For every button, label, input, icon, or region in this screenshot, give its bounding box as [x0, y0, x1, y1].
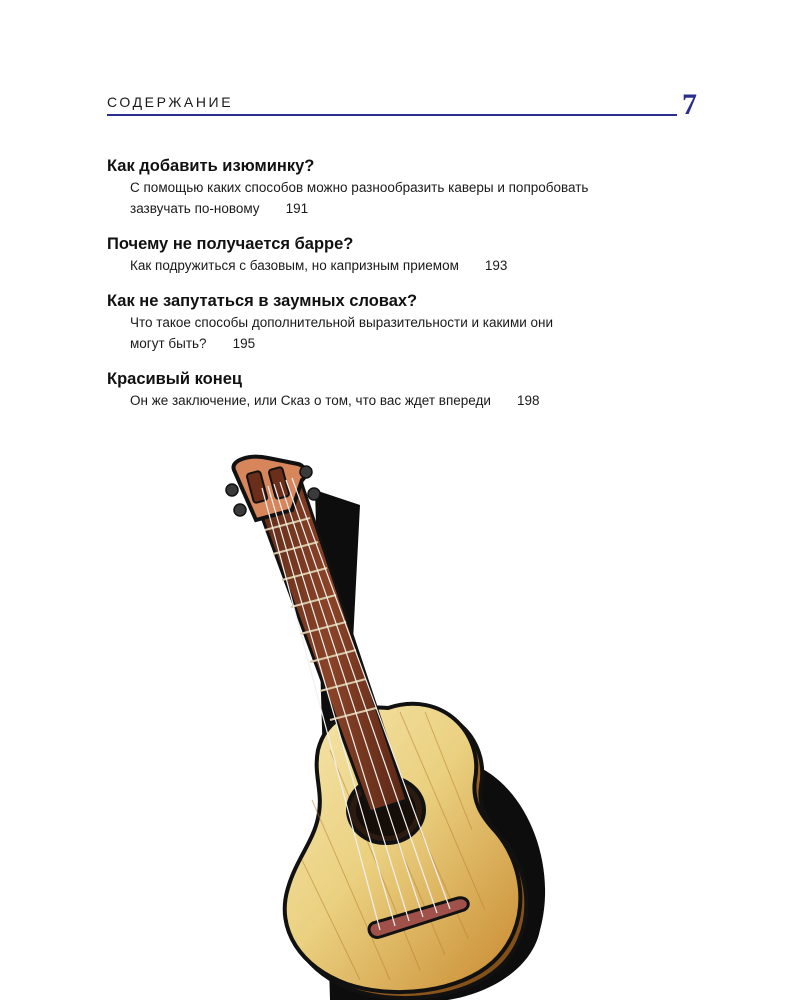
toc-entry-description-text: Он же заключение, или Сказ о том, что вас ждет впереди: [130, 393, 491, 408]
toc-entry-description: [130, 255, 590, 276]
running-head: [107, 88, 697, 121]
toc-entry-page-number: 198: [516, 393, 540, 408]
toc-entry-description-text: Как подружиться с базовым, но капризным приемом: [130, 258, 459, 273]
toc-entry: [107, 368, 667, 411]
toc-entry-description-text: С помощью каких способов можно разнообразить каверы и попробовать зазвучать по-новому: [130, 180, 589, 216]
section-title: СОДЕРЖАНИЕ: [107, 94, 234, 110]
toc-entry-description: [130, 177, 590, 219]
toc-entry: [107, 233, 667, 276]
toc-entry-title: Как добавить изюминку?: [107, 157, 315, 175]
table-of-contents: [107, 155, 667, 425]
toc-entry-page-number: 191: [285, 201, 309, 216]
toc-entry-title: Почему не получается барре?: [107, 235, 354, 253]
toc-entry-page-number: 195: [232, 336, 256, 351]
guitar-icon: [210, 450, 580, 1000]
toc-entry-description: [130, 312, 590, 354]
toc-entry-title: Красивый конец: [107, 370, 243, 388]
header-rule: [107, 114, 677, 116]
page-number: 7: [682, 88, 697, 121]
toc-entry: [107, 290, 667, 354]
guitar-illustration: [210, 450, 580, 1000]
toc-entry-page-number: 193: [484, 258, 508, 273]
toc-entry: [107, 155, 667, 219]
toc-entry-description-text: Что такое способы дополнительной выразительности и какими они могут быть?: [130, 315, 554, 351]
toc-entry-title: Как не запутаться в заумных словах?: [107, 292, 418, 310]
toc-entry-description: [130, 390, 590, 411]
